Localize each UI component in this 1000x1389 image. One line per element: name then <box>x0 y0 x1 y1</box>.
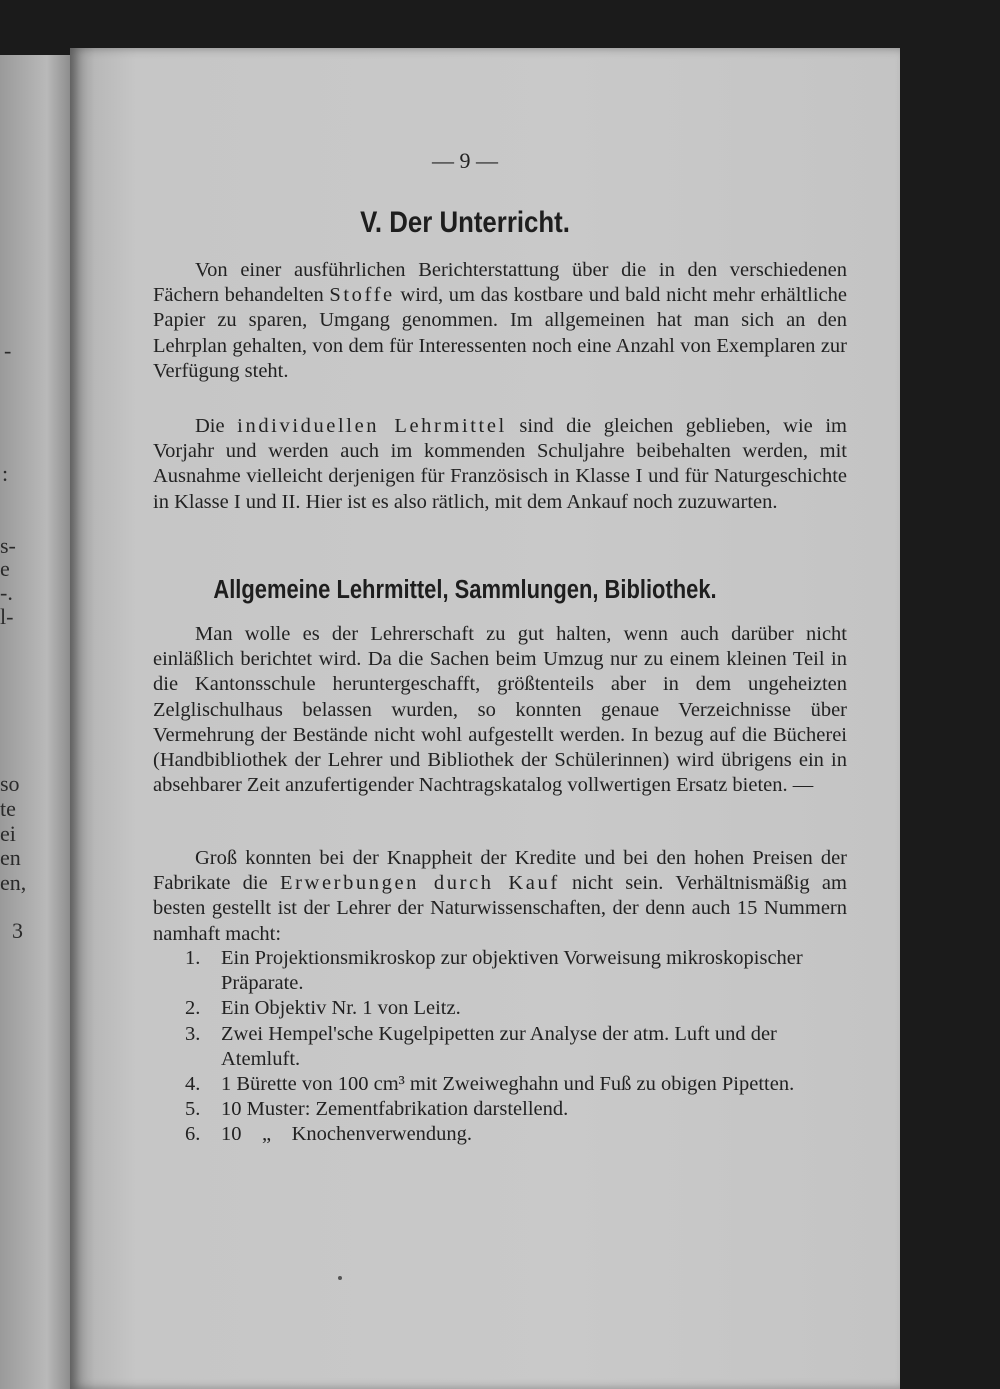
list-item: 2. Ein Objektiv Nr. 1 von Leitz. <box>185 997 461 1020</box>
facing-page-fragment: : <box>2 461 9 486</box>
facing-page-fragment: 3 <box>12 918 23 943</box>
paper-speck <box>338 1276 342 1280</box>
list-item: 3. Zwei Hempel'sche Kugelpipetten zur Analyse der atm. Luft und der Atemluft. <box>185 1022 777 1070</box>
document-page <box>70 48 900 1389</box>
paragraph-unterricht-stoffe: Von einer ausführlichen Berichterstattung über die in den verschiedenen Fächern behandelten Stoffe wird, um das kostbare und bald nicht mehr erhältliche Papier zu sparen, Umgang genommen. Im allgemeinen hat man sich an den Lehrplan gehalten, von dem für Interessenten noch eine Anzahl von Exemplaren zur Verfügung steht. <box>153 259 847 382</box>
paragraph-bibliothek: Man wolle es der Lehrerschaft zu gut halten, wenn auch darüber nicht einläßlich berichtet wird. Da die Sachen beim Umzug nur zu einem kleinen Teil in die Kantonsschule heruntergeschafft, größtenteils aber in dem ungeheizten Zelglischulhaus belassen wurden, so konnten genaue Verzeichnisse über Vermehrung der Bestände nicht wohl aufgestellt werden. In bezug auf die Bücherei (Handbibliothek der Lehrer und Bibliothek der Schülerinnen) wird übrigens ein in absehbarer Zeit anzufertigender Nachtragskatalog vollwertigen Ersatz bieten. — <box>153 623 847 797</box>
facing-page-fragment: so <box>0 771 20 796</box>
facing-page-fragment: e <box>0 556 10 581</box>
facing-page-fragment: ei <box>0 821 16 846</box>
acquisitions-list <box>185 946 845 1148</box>
facing-page-fragment: -. <box>0 580 13 605</box>
list-item: 4. 1 Bürette von 100 cm³ mit Zweiweghahn und Fuß zu obigen Pipetten. <box>185 1073 795 1096</box>
section-heading-unterricht: V. Der Unterricht. <box>360 206 570 239</box>
facing-page-fragment: s- <box>0 533 16 558</box>
facing-page-fragment: en, <box>0 870 27 895</box>
paragraph-individuelle-lehrmittel: Die individuellen Lehrmittel sind die gleichen geblieben, wie im Vorjahr und werden auch im kommenden Schuljahre beibehalten werden, mit Ausnahme vielleicht derjenigen für Französisch in Klasse I und für Naturgeschichte in Klasse I und II. Hier ist es also rätlich, mit dem Ankauf noch zuzuwarten. <box>153 415 847 513</box>
section-heading-lehrmittel: Allgemeine Lehrmittel, Sammlungen, Bibliothek. <box>213 576 717 604</box>
facing-page-fragment: en <box>0 845 21 870</box>
paragraph-erwerbungen: Groß konnten bei der Knappheit der Kredite und bei den hohen Preisen der Fabrikate die Erwerbungen durch Kauf nicht sein. Verhältnismäßig am besten gestellt ist der Lehrer der Naturwissenschaften, der denn auch 15 Nummern namhaft macht: <box>153 847 847 945</box>
facing-page-fragment: te <box>0 796 16 821</box>
facing-page-fragment: - <box>4 338 12 363</box>
list-item: 6. 10 „ Knochenverwendung. <box>185 1123 473 1146</box>
facing-page-edge <box>0 55 78 1389</box>
page-number: — 9 — <box>432 148 498 173</box>
list-item: 1. Ein Projektionsmikroskop zur objektiven Vorweisung mikroskopischer Präparate. <box>185 947 803 995</box>
facing-page-fragment: l- <box>0 604 14 629</box>
list-item: 5. 10 Muster: Zementfabrikation darstellend. <box>185 1098 569 1121</box>
